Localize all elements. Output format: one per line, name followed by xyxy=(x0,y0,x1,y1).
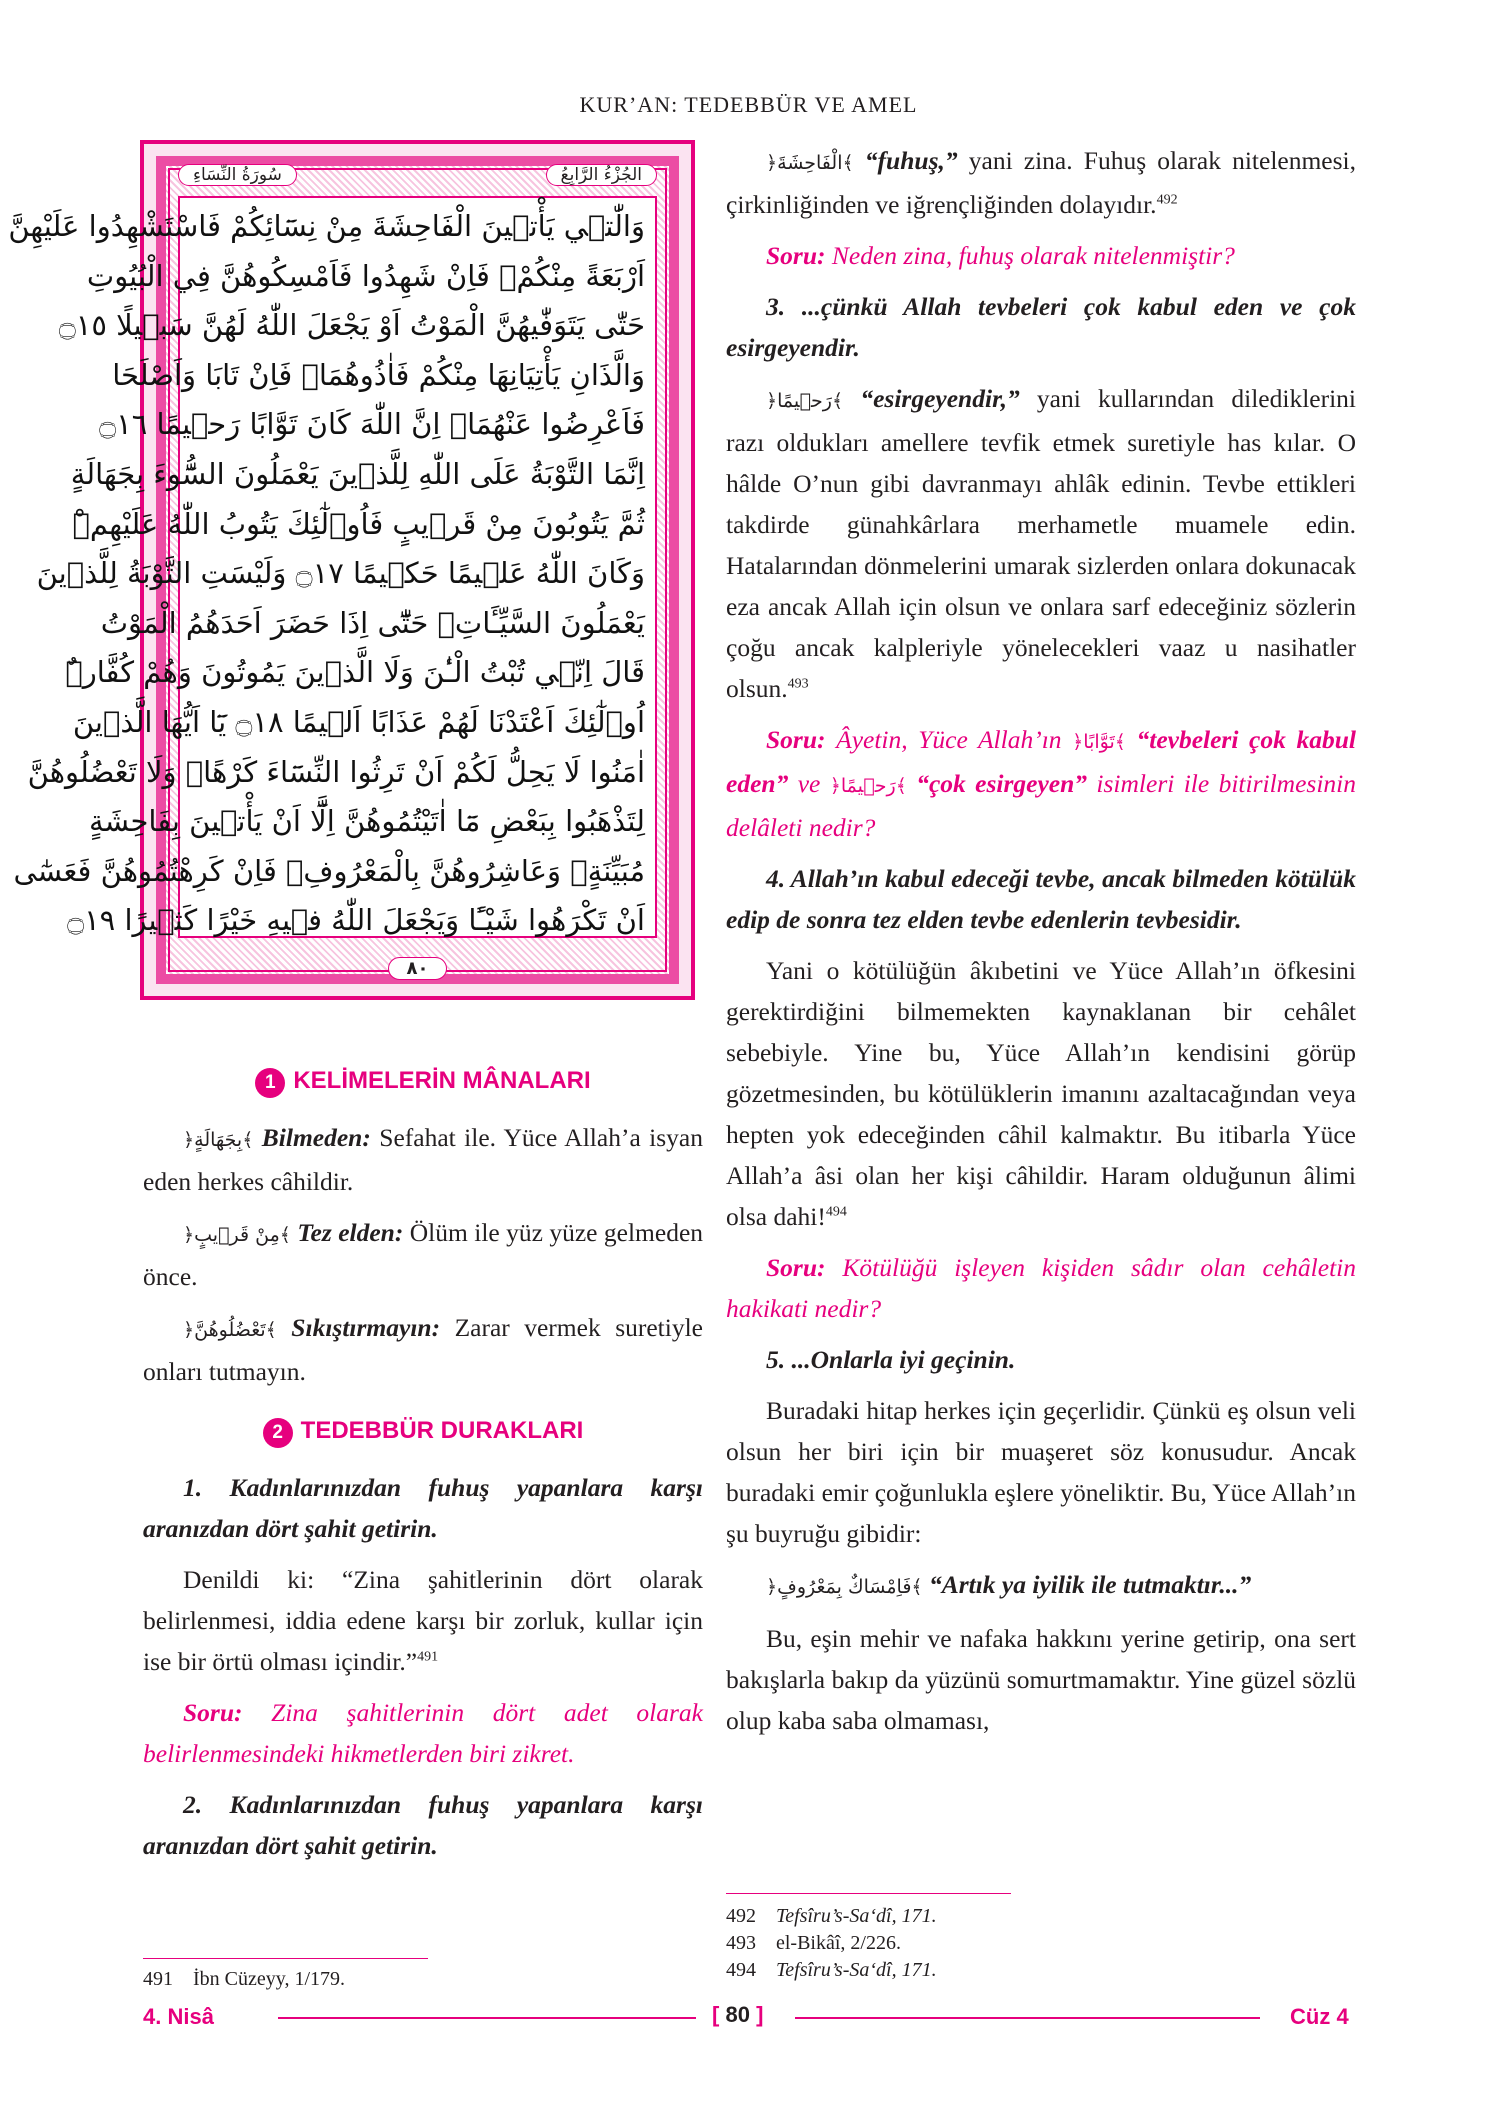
footnote-number: 493 xyxy=(726,1932,756,1954)
arabic-term: ﴿تَعْضُلُوهُنَّ﴾ xyxy=(183,1319,277,1341)
question-term: “tevbeleri çok kabul eden” xyxy=(726,725,1356,798)
paragraph-text: Denildi ki: “Zina şahitlerinin dört olarak belirlenmesi, iddia edene karşı bir zorluk, kullar için ise bir örtü olması içindir.” xyxy=(143,1565,703,1676)
arabic-term: ﴿رَح۪يمًا﴾ xyxy=(829,775,907,797)
question-text: ve xyxy=(788,769,830,798)
footnote-text: İbn Cüzeyy, 1/179. xyxy=(193,1968,346,1990)
paragraph-text: yani kullarından dilediklerini razı oldukları amellere tevfik etmek suretiyle has kılar. O hâlde O’nun gibi davranmayı ahlâk edinin. Tevbe ettikleri takdirde günahkârlara merhametle muamele edin. Hatalarından dönmelerini umarak sizlerden onlara dokunacak eza ancak Allah için olsun ve onlara sarf edeceğiniz sözlerin çoğu ancak kalpleriyle yönelecekleri vaaz u nasihatler olsun. xyxy=(726,384,1357,703)
bracket: ] xyxy=(756,2002,764,2027)
footnote-ref: 493 xyxy=(787,676,809,692)
quran-line: اِنَّمَا التَّوْبَةُ عَلَى اللّٰهِ لِلَّذ۪ينَ يَعْمَلُونَ السُّٓوءَ بِجَهَالَةٍ xyxy=(70,456,645,491)
footnote-text: el-Bikâî, 2/226. xyxy=(776,1932,901,1954)
arabic-term: ﴿فَاِمْسَاكٌ بِمَعْرُوفٍ﴾ xyxy=(766,1576,923,1598)
bracket: [ xyxy=(712,2002,720,2027)
quran-line: يَعْمَلُونَ السَّيِّـَٔاتِۚ حَتّٰٓى اِذَا حَضَرَ اَحَدَهُمُ الْمَوْتُ xyxy=(100,605,645,640)
footnote xyxy=(726,1903,1346,1930)
section-number-badge: 1 xyxy=(255,1068,285,1098)
footer-juz: Cüz 4 xyxy=(1290,2004,1349,2029)
section-title-text: TEDEBBÜR DURAKLARI xyxy=(300,1417,584,1444)
quran-line: فَاَعْرِضُوا عَنْهُمَاۜ اِنَّ اللّٰهَ كَانَ تَوَّابًا رَح۪يمًا ۝١٦ xyxy=(99,407,645,442)
question-label: Soru: xyxy=(766,241,826,270)
mushaf-header xyxy=(178,162,657,188)
arabic-term: ﴿مِنْ قَر۪يبٍ﴾ xyxy=(183,1224,291,1246)
definition-text: Zarar vermek suretiyle onları tutmayın. xyxy=(143,1313,703,1386)
definition-item xyxy=(143,1307,703,1392)
question-label: Soru: xyxy=(183,1698,243,1727)
footnotes-right xyxy=(726,1903,1346,1984)
question-text: Zina şahitlerinin dört adet olarak belirlenmesindeki hikmetlerden biri zikret. xyxy=(143,1698,703,1768)
section-title-contemplation xyxy=(143,1410,703,1451)
quran-line: ثُمَّ يَتُوبُونَ مِنْ قَر۪يبٍ فَاُو۬لٰٓئِكَ يَتُوبُ اللّٰهُ عَلَيْهِمْۜ xyxy=(72,506,645,541)
footnote-number: 492 xyxy=(726,1905,756,1927)
quran-line: اَنْ تَكْرَهُوا شَيْـًٔا وَيَجْعَلَ اللّٰهُ ف۪يهِ خَيْرًا كَث۪يرًا ۝١٩ xyxy=(67,903,645,938)
term: “fuhuş,” xyxy=(864,146,958,175)
question-text: Âyetin, Yüce Allah’ın xyxy=(825,725,1073,754)
running-title: KUR’AN: TEDEBBÜR VE AMEL xyxy=(579,92,918,117)
quran-line: وَالّٰت۪ي يَأْت۪ينَ الْفَاحِشَةَ مِنْ نِسَٓائِكُمْ فَاسْتَشْهِدُوا عَلَيْهِنَّ xyxy=(8,209,645,243)
point-heading-5: 5. ...Onlarla iyi geçinin. xyxy=(766,1345,1016,1374)
footnote xyxy=(143,1966,683,1993)
section-title-text: KELİMELERİN MÂNALARI xyxy=(293,1067,591,1094)
question-text: Neden zina, fuhuş olarak nitelenmiştir? xyxy=(825,241,1235,270)
quran-line: وَالَّذَانِ يَأْتِيَانِهَا مِنْكُمْ فَاٰذُوهُمَاۚ فَاِنْ تَابَا وَاَصْلَحَا xyxy=(112,357,645,392)
footnote-rule xyxy=(143,1958,428,1959)
quran-line: حَتّٰى يَتَوَفّٰيهُنَّ الْمَوْتُ اَوْ يَجْعَلَ اللّٰهُ لَهُنَّ سَب۪يلًا ۝١٥ xyxy=(58,308,645,343)
paragraph xyxy=(143,1559,703,1682)
paragraph xyxy=(726,1564,1356,1608)
definition-text: Ölüm ile yüz yüze gelmeden önce. xyxy=(143,1218,704,1291)
footnote-ref: 494 xyxy=(825,1204,847,1220)
footnote-ref: 491 xyxy=(417,1649,439,1665)
paragraph xyxy=(726,378,1356,709)
footnote-ref: 492 xyxy=(1156,192,1178,208)
quran-line: وَكَانَ اللّٰهُ عَل۪يمًا حَك۪يمًا ۝١٧ وَلَيْسَتِ التَّوْبَةُ لِلَّذ۪ينَ xyxy=(36,556,645,591)
term: “Artık ya iyilik ile tutmaktır...” xyxy=(928,1570,1252,1599)
footnote-number: 494 xyxy=(726,1959,756,1981)
point-heading-4: 4. Allah’ın kabul edeceği tevbe, ancak bilmeden kötülük edip de sonra tez elden tevbe edenlerin tevbesidir. xyxy=(726,864,1356,934)
question-term: “çok esirgeyen” xyxy=(906,769,1088,798)
juz-label: الجُزْءُ الرَّابِعُ xyxy=(546,164,657,186)
arabic-term: ﴿رَح۪يمًا﴾ xyxy=(766,390,844,412)
left-column xyxy=(143,1060,703,1876)
question-label: Soru: xyxy=(766,1253,826,1282)
paragraph-text: yani zina. Fuhuş olarak nitelenmesi, çirkinliğinden ve iğrençliğinden dolayıdır. xyxy=(726,146,1357,219)
footnote-text: Tefsîru’s-Sa‘dî, 171. xyxy=(776,1905,937,1927)
point-heading-1: 1. Kadınlarınızdan fuhuş yapanlara karşı aranızdan dört şahit getirin. xyxy=(143,1473,703,1543)
question-label: Soru: xyxy=(766,725,826,754)
paragraph xyxy=(726,140,1356,225)
definition-text: Sefahat ile. Yüce Allah’a isyan eden herkes câhildir. xyxy=(143,1123,704,1196)
arabic-term: ﴿الْفَاحِشَةَ﴾ xyxy=(766,152,854,174)
right-column xyxy=(726,140,1356,1751)
quran-line: اَرْبَعَةً مِنْكُمْۚ فَاِنْ شَهِدُوا فَاَمْسِكُوهُنَّ فِي الْبُيُوتِ xyxy=(86,258,645,293)
footnote xyxy=(726,1957,1346,1984)
paragraph: Bu, eşin mehir ve nafaka hakkını yerine getirip, ona sert bakışlarla bakıp da yüzünü somurtmamaktır. Yine güzel sözlü olup kaba saba olmaması, xyxy=(726,1624,1356,1735)
footer-rule-right xyxy=(795,2017,1260,2019)
arabic-term: ﴿تَوَّابًا﴾ xyxy=(1072,731,1126,753)
question xyxy=(143,1692,703,1774)
footnote-rule xyxy=(726,1893,1011,1894)
page-number: 80 xyxy=(725,2002,750,2027)
footnote-number: 491 xyxy=(143,1968,173,1990)
paragraph xyxy=(726,950,1356,1237)
section-number-badge: 2 xyxy=(263,1418,293,1448)
definition-term: Tez elden: xyxy=(297,1218,404,1247)
mushaf-page-number: ٨٠ xyxy=(388,957,448,980)
section-title-word-meanings xyxy=(143,1060,703,1101)
quran-line: اٰمَنُوا لَا يَحِلُّ لَكُمْ اَنْ تَرِثُوا النِّسَٓاءَ كَرْهًاۜ وَلَا تَعْضُلُوهُنَّ xyxy=(27,754,645,789)
surah-label: سُورَةُ النِّسَاءِ xyxy=(178,164,297,186)
definition-term: Sıkıştırmayın: xyxy=(291,1313,441,1342)
definition-item xyxy=(143,1212,703,1297)
footer-surah: 4. Nisâ xyxy=(143,2004,214,2029)
mushaf-page xyxy=(8,140,695,1000)
term: “esirgeyendir,” xyxy=(860,384,1020,413)
point-heading-2: 2. Kadınlarınızdan fuhuş yapanlara karşı aranızdan dört şahit getirin. xyxy=(143,1790,703,1860)
quran-line: لِتَذْهَبُوا بِبَعْضِ مَٓا اٰتَيْتُمُوهُنَّ اِلَّٓا اَنْ يَأْت۪ينَ بِفَاحِشَةٍ xyxy=(89,804,645,839)
definition-term: Bilmeden: xyxy=(261,1123,371,1152)
definition-item xyxy=(143,1117,703,1202)
paragraph-text: Yani o kötülüğün âkıbetini ve Yüce Allah’ın öfkesini gerektirdiğini bilmemekten kaynaklanan bir cehâlet sebebiyle. Yine bu, Yüce Allah’ın kendisini görüp gözetmesinden, bu kötülüklerin imanını azaltacağından veya hepten yok edeceğinden câhil kalmaktır. Bu itibarla Yüce Allah’a âsi olan her kişi câhildir. Haram olduğunun âlimi olsa dahi! xyxy=(726,956,1356,1231)
quran-line: اُو۬لٰٓئِكَ اَعْتَدْنَا لَهُمْ عَذَابًا اَل۪يمًا ۝١٨ يَٓا اَيُّهَا الَّذ۪ينَ xyxy=(72,704,645,739)
question-text: Kötülüğü işleyen kişiden sâdır olan cehâletin hakikati nedir? xyxy=(726,1253,1356,1323)
mushaf-text-area xyxy=(8,196,657,938)
footnote-text: Tefsîru’s-Sa‘dî, 171. xyxy=(776,1959,937,1981)
question xyxy=(726,719,1356,848)
paragraph: Buradaki hitap herkes için geçerlidir. Çünkü eş olsun veli olsun her biri için bir muaşeret söz konusudur. Ancak buradaki emir çoğunlukla eşlere yöneliktir. Bu, Yüce Allah’ın şu buyruğu gibidir: xyxy=(726,1396,1357,1548)
footnote xyxy=(726,1930,1346,1957)
question xyxy=(726,235,1356,276)
quran-line: مُبَيِّنَةٍۚ وَعَاشِرُوهُنَّ بِالْمَعْرُوفِۚ فَاِنْ كَرِهْتُمُوهُنَّ فَعَسٰٓى xyxy=(13,853,645,888)
footer-rule-left xyxy=(278,2017,696,2019)
arabic-term: ﴿بِجَهَالَةٍ﴾ xyxy=(183,1129,254,1151)
quran-line: قَالَ اِنّ۪ي تُبْتُ الْـٰٔنَ وَلَا الَّذ۪ينَ يَمُوتُونَ وَهُمْ كُفَّارٌۜ xyxy=(65,655,645,690)
question-text: isimleri ile bitirilmesinin delâleti nedir? xyxy=(726,769,1356,842)
footer-page-number xyxy=(712,2002,763,2028)
question xyxy=(726,1247,1356,1329)
point-heading-3: 3. ...çünkü Allah tevbeleri çok kabul eden ve çok esirgeyendir. xyxy=(726,292,1356,362)
